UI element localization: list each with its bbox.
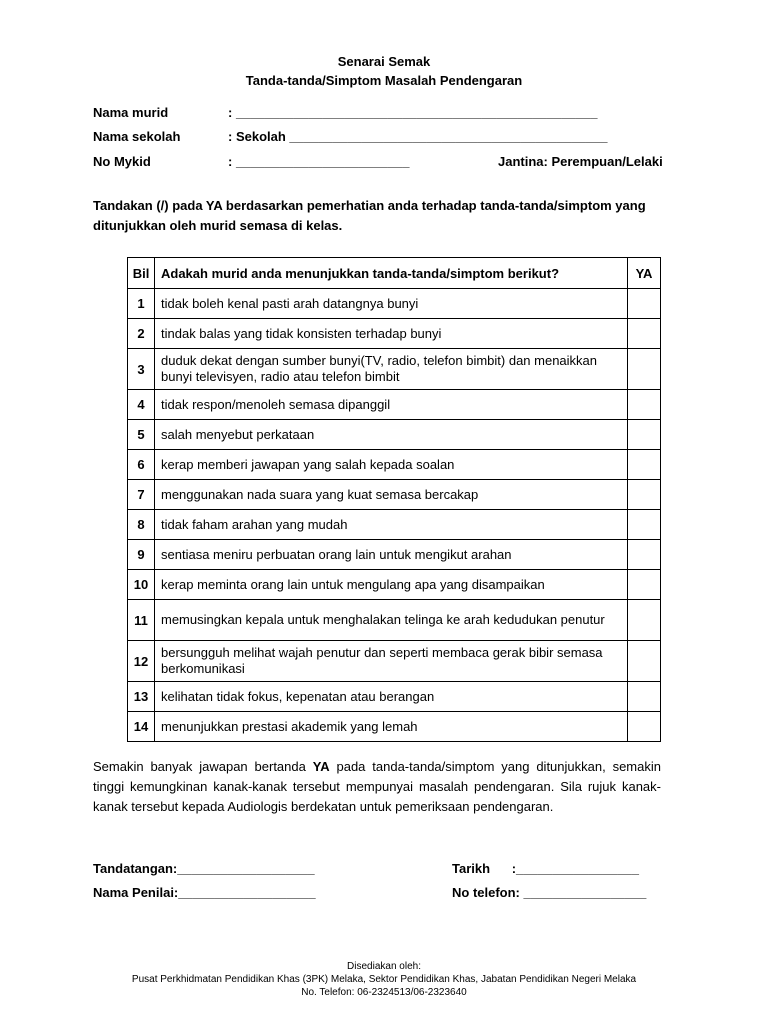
table-row [128, 540, 661, 570]
nama-penilai-field[interactable]: Nama Penilai:___________________ [93, 885, 316, 900]
ya-checkbox-cell[interactable] [628, 600, 661, 641]
ya-checkbox-cell[interactable] [628, 289, 661, 319]
document-subtitle: Tanda-tanda/Simptom Masalah Pendengaran [245, 73, 523, 88]
row-number: 8 [128, 510, 155, 540]
row-number: 5 [128, 420, 155, 450]
table-row [128, 570, 661, 600]
table-row [128, 712, 661, 742]
table-row [128, 420, 661, 450]
tandatangan-field[interactable]: Tandatangan:___________________ [93, 861, 315, 876]
row-description: menggunakan nada suara yang kuat semasa bercakap [155, 480, 628, 510]
row-number: 10 [128, 570, 155, 600]
header-ya: YA [628, 258, 661, 289]
row-number: 11 [128, 600, 155, 641]
row-description: sentiasa meniru perbuatan orang lain untuk mengikut arahan [155, 540, 628, 570]
instruction-text: Tandakan (/) pada YA berdasarkan pemerhatian anda terhadap tanda-tanda/simptom yang ditunjukkan oleh murid semasa di kelas. [93, 198, 646, 233]
row-description: tidak faham arahan yang mudah [155, 510, 628, 540]
mykid-label: No Mykid [93, 154, 151, 169]
ya-checkbox-cell[interactable] [628, 641, 661, 682]
table-row [128, 480, 661, 510]
header-bil: Bil [128, 258, 155, 289]
ya-checkbox-cell[interactable] [628, 510, 661, 540]
table-row [128, 600, 661, 641]
telefon-field[interactable]: No telefon: _________________ [452, 885, 647, 900]
ya-checkbox-cell[interactable] [628, 540, 661, 570]
ya-checkbox-cell[interactable] [628, 450, 661, 480]
nama-sekolah-field[interactable]: : Sekolah ____________________________________________ [228, 129, 608, 144]
row-number: 1 [128, 289, 155, 319]
table-row [128, 319, 661, 349]
footer-phone: No. Telefon: 06-2324513/06-2323640 [301, 987, 467, 998]
row-number: 4 [128, 390, 155, 420]
row-description: kerap meminta orang lain untuk mengulang apa yang disampaikan [155, 570, 628, 600]
symptom-checklist-table [127, 257, 661, 742]
row-number: 6 [128, 450, 155, 480]
ya-checkbox-cell[interactable] [628, 420, 661, 450]
row-number: 12 [128, 641, 155, 682]
ya-checkbox-cell[interactable] [628, 712, 661, 742]
row-description: tindak balas yang tidak konsisten terhadap bunyi [155, 319, 628, 349]
header-question: Adakah murid anda menunjukkan tanda-tanda/simptom berikut? [155, 258, 628, 289]
footer [0, 960, 768, 999]
nama-murid-label: Nama murid [93, 105, 169, 120]
table-row [128, 682, 661, 712]
row-description: tidak boleh kenal pasti arah datangnya bunyi [155, 289, 628, 319]
note-text-after: pada tanda-tanda/simptom yang ditunjukkan, semakin tinggi kemungkinan kanak-kanak tersebut mempunyai masalah pendengaran. Sila rujuk kanak-kanak tersebut kepada Audiologis berdekatan untuk pemeriksaan pendengaran. [93, 759, 661, 814]
row-number: 14 [128, 712, 155, 742]
table-row [128, 510, 661, 540]
table-row [128, 641, 661, 682]
nama-sekolah-label: Nama sekolah [93, 129, 181, 144]
ya-checkbox-cell[interactable] [628, 570, 661, 600]
table-row [128, 450, 661, 480]
footer-prepared-by: Disediakan oleh: [347, 961, 421, 972]
ya-checkbox-cell[interactable] [628, 349, 661, 390]
row-number: 9 [128, 540, 155, 570]
row-description: kerap memberi jawapan yang salah kepada soalan [155, 450, 628, 480]
document-title: Senarai Semak [337, 54, 431, 69]
row-number: 13 [128, 682, 155, 712]
table-row [128, 289, 661, 319]
row-description: memusingkan kepala untuk menghalakan telinga ke arah kedudukan penutur [155, 600, 628, 641]
row-number: 7 [128, 480, 155, 510]
row-number: 3 [128, 349, 155, 390]
row-description: menunjukkan prestasi akademik yang lemah [155, 712, 628, 742]
nama-murid-field[interactable]: : __________________________________________________ [228, 105, 598, 120]
row-description: kelihatan tidak fokus, kepenatan atau berangan [155, 682, 628, 712]
row-number: 2 [128, 319, 155, 349]
mykid-field[interactable]: : ________________________ [228, 154, 410, 169]
ya-checkbox-cell[interactable] [628, 480, 661, 510]
row-description: bersungguh melihat wajah penutur dan seperti membaca gerak bibir semasa berkomunikasi [155, 641, 628, 682]
ya-checkbox-cell[interactable] [628, 319, 661, 349]
jantina-field[interactable]: Jantina: Perempuan/Lelaki [498, 154, 663, 169]
footer-organization: Pusat Perkhidmatan Pendidikan Khas (3PK) Melaka, Sektor Pendidikan Khas, Jabatan Pendidikan Negeri Melaka [131, 974, 637, 985]
note-ya-emphasis: YA [312, 759, 330, 774]
guidance-note [93, 757, 661, 817]
row-description: salah menyebut perkataan [155, 420, 628, 450]
table-header-row [128, 258, 661, 289]
row-description: tidak respon/menoleh semasa dipanggil [155, 390, 628, 420]
row-description: duduk dekat dengan sumber bunyi(TV, radio, telefon bimbit) dan menaikkan bunyi televisyen, radio atau telefon bimbit [155, 349, 628, 390]
ya-checkbox-cell[interactable] [628, 682, 661, 712]
table-row [128, 349, 661, 390]
table-row [128, 390, 661, 420]
note-text-before: Semakin banyak jawapan bertanda [93, 759, 313, 774]
tarikh-field[interactable]: Tarikh :_________________ [452, 861, 639, 876]
ya-checkbox-cell[interactable] [628, 390, 661, 420]
